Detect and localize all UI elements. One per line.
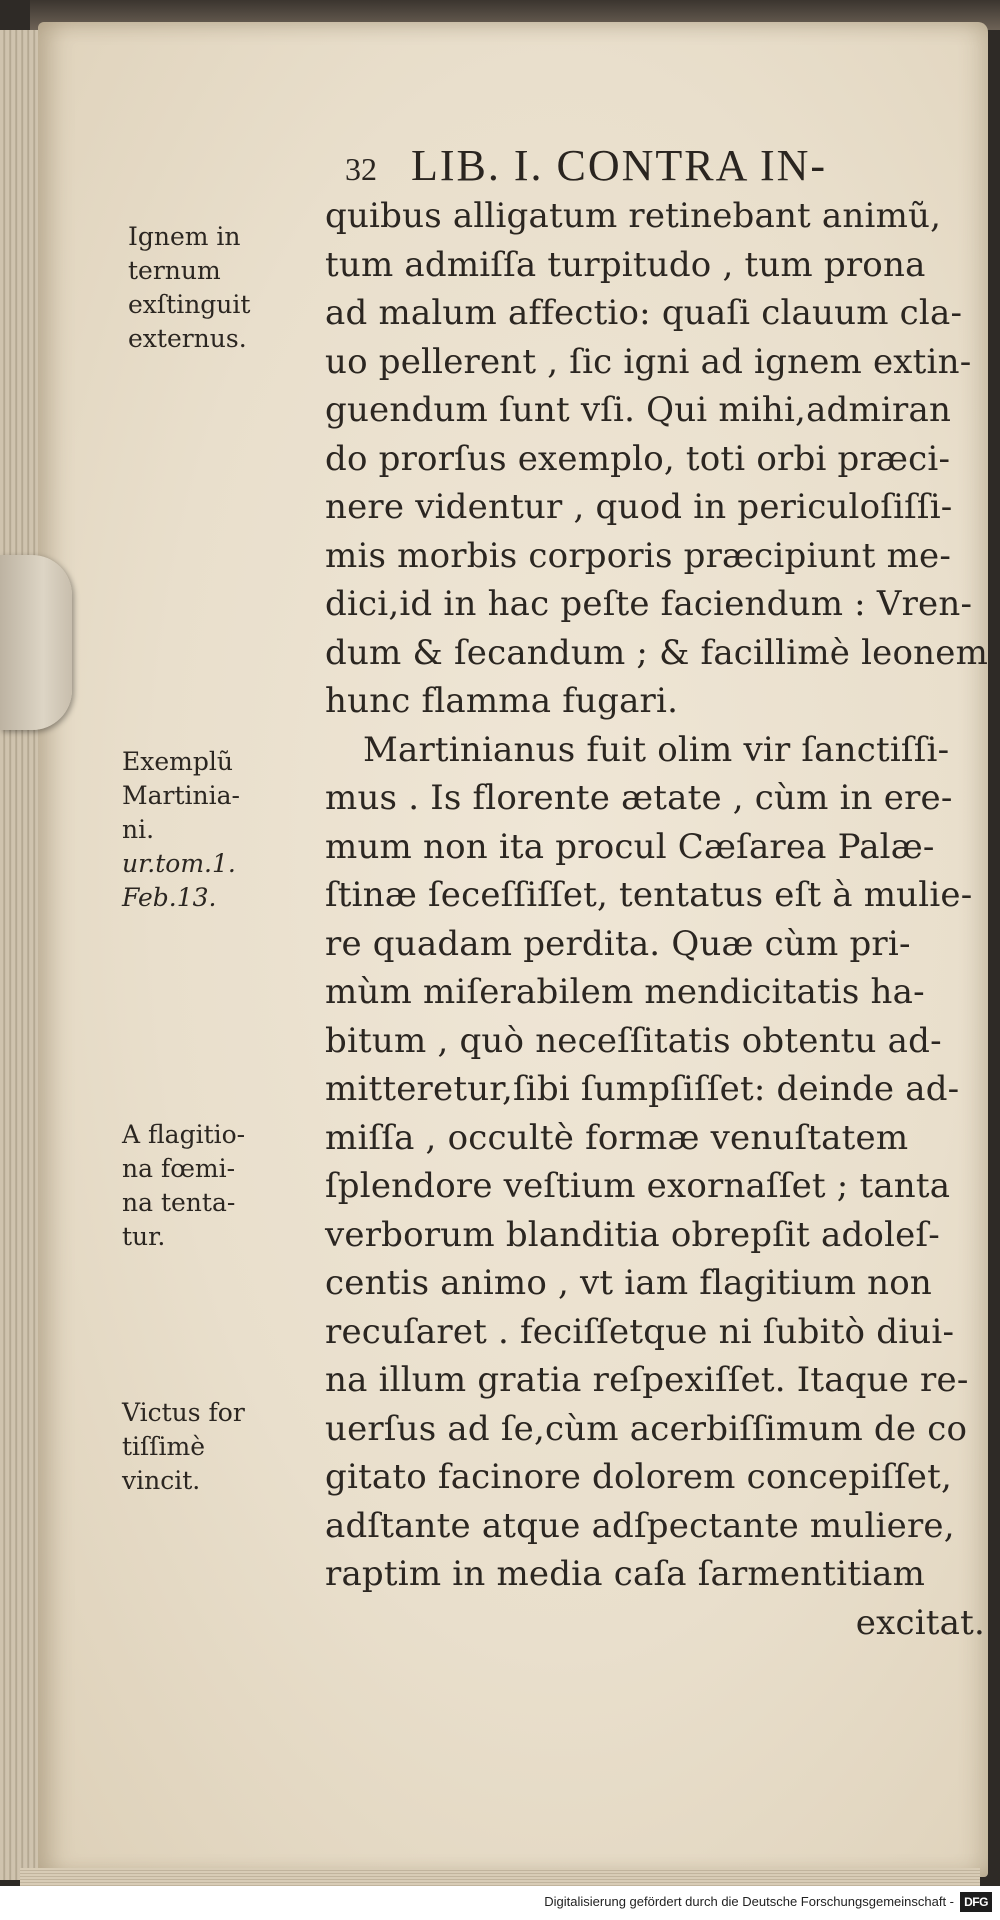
text-line: verborum blanditia obrepſit adoleſ-	[325, 1214, 940, 1255]
text-line: miſſa , occultè formæ venuſtatem	[325, 1117, 909, 1158]
text-line: dum & ſecandum ; & facillimè leonem	[325, 632, 989, 673]
margin-note-line: ni.	[122, 815, 155, 844]
clip-tab	[0, 555, 72, 730]
running-head	[345, 140, 827, 191]
margin-note-ignem	[128, 220, 250, 356]
running-head-title: LIB. I. CONTRA IN-	[411, 141, 828, 190]
text-line: re quadam perdita. Quæ cùm pri-	[325, 923, 911, 964]
text-line: mitteretur,ſibi ſumpſiſſet: deinde ad-	[325, 1069, 960, 1109]
book-page-edges	[0, 30, 42, 1880]
text-line: mus . Is florente ætate , cùm in ere-	[325, 778, 953, 818]
margin-note-line: Victus for	[122, 1398, 245, 1427]
margin-note-line: tiſſimè	[122, 1432, 206, 1461]
text-line: Martinianus fuit olim vir ſanctiſſi-	[363, 729, 950, 770]
book-bottom-edge	[20, 1868, 980, 1886]
text-line: ſtinæ ſeceſſiſſet, tentatus eſt à mulie-	[325, 875, 973, 915]
dfg-logo-icon: DFG	[960, 1892, 992, 1912]
text-line: mùm miſerabilem mendicitatis ha-	[325, 972, 925, 1012]
text-line: gitato facinore dolorem concepiſſet,	[325, 1457, 953, 1497]
margin-note-line: tur.	[122, 1222, 166, 1251]
body-text	[325, 192, 989, 1647]
text-line: adſtante atque adſpectante muliere,	[325, 1505, 955, 1546]
margin-note-flagitio	[122, 1118, 245, 1254]
text-line: nere videntur , quod in periculoſiſſi-	[325, 487, 953, 527]
margin-note-victus	[122, 1396, 245, 1498]
margin-note-reference: ur.tom.1.	[122, 849, 236, 878]
text-line: bitum , quò neceſſitatis obtentu ad-	[325, 1020, 942, 1061]
margin-note-line: na fœmi-	[122, 1154, 236, 1183]
text-line: recuſaret . feciſſetque ni ſubitò diui-	[325, 1311, 955, 1352]
text-line: hunc flamma fugari.	[325, 681, 679, 721]
margin-note-line: na tenta-	[122, 1188, 236, 1217]
text-line: mis morbis corporis præcipiunt me-	[325, 535, 952, 576]
margin-note-line: ternum	[128, 256, 221, 285]
text-line: quibus alligatum retinebant animũ,	[325, 196, 942, 236]
text-line: dici,id in hac peſte faciendum : Vren-	[325, 584, 973, 624]
margin-note-line: externus.	[128, 324, 247, 353]
margin-note-line: exſtinguit	[128, 290, 251, 319]
margin-note-line: Exemplũ	[122, 747, 233, 776]
text-line: uo pellerent , ſic igni ad ignem extin-	[325, 341, 972, 382]
text-line: do prorſus exemplo, toti orbi præci-	[325, 438, 951, 479]
margin-note-exemplum	[122, 745, 240, 915]
text-line: uerſus ad ſe,cùm acerbiſſimum de co	[325, 1408, 968, 1449]
text-line: raptim in media caſa ſarmentitiam	[325, 1554, 926, 1594]
text-line: tum admiſſa turpitudo , tum prona	[325, 244, 926, 285]
page-number: 32	[345, 151, 377, 187]
margin-note-reference: Feb.13.	[122, 883, 217, 912]
margin-note-line: Martinia-	[122, 781, 240, 810]
footer-credit: Digitalisierung gefördert durch die Deutsche Forschungsgemeinschaft -	[544, 1894, 954, 1909]
margin-note-line: vincit.	[122, 1466, 201, 1495]
text-line: centis animo , vt iam flagitium non	[325, 1263, 933, 1303]
text-line: ad malum affectio: quaſi clauum cla-	[325, 293, 963, 333]
text-line: na illum gratia reſpexiſſet. Itaque re-	[325, 1360, 969, 1400]
footer-bar	[0, 1886, 1000, 1920]
catchword: excitat.	[855, 1602, 985, 1643]
text-line: ſplendore veſtium exornaſſet ; tanta	[325, 1166, 951, 1206]
margin-note-line: A flagitio-	[122, 1120, 246, 1149]
text-line: mum non ita procul Cæſarea Palæ-	[325, 826, 935, 867]
text-line: guendum ſunt vſi. Qui mihi,admiran	[325, 390, 952, 430]
margin-note-line: Ignem in	[128, 222, 241, 251]
